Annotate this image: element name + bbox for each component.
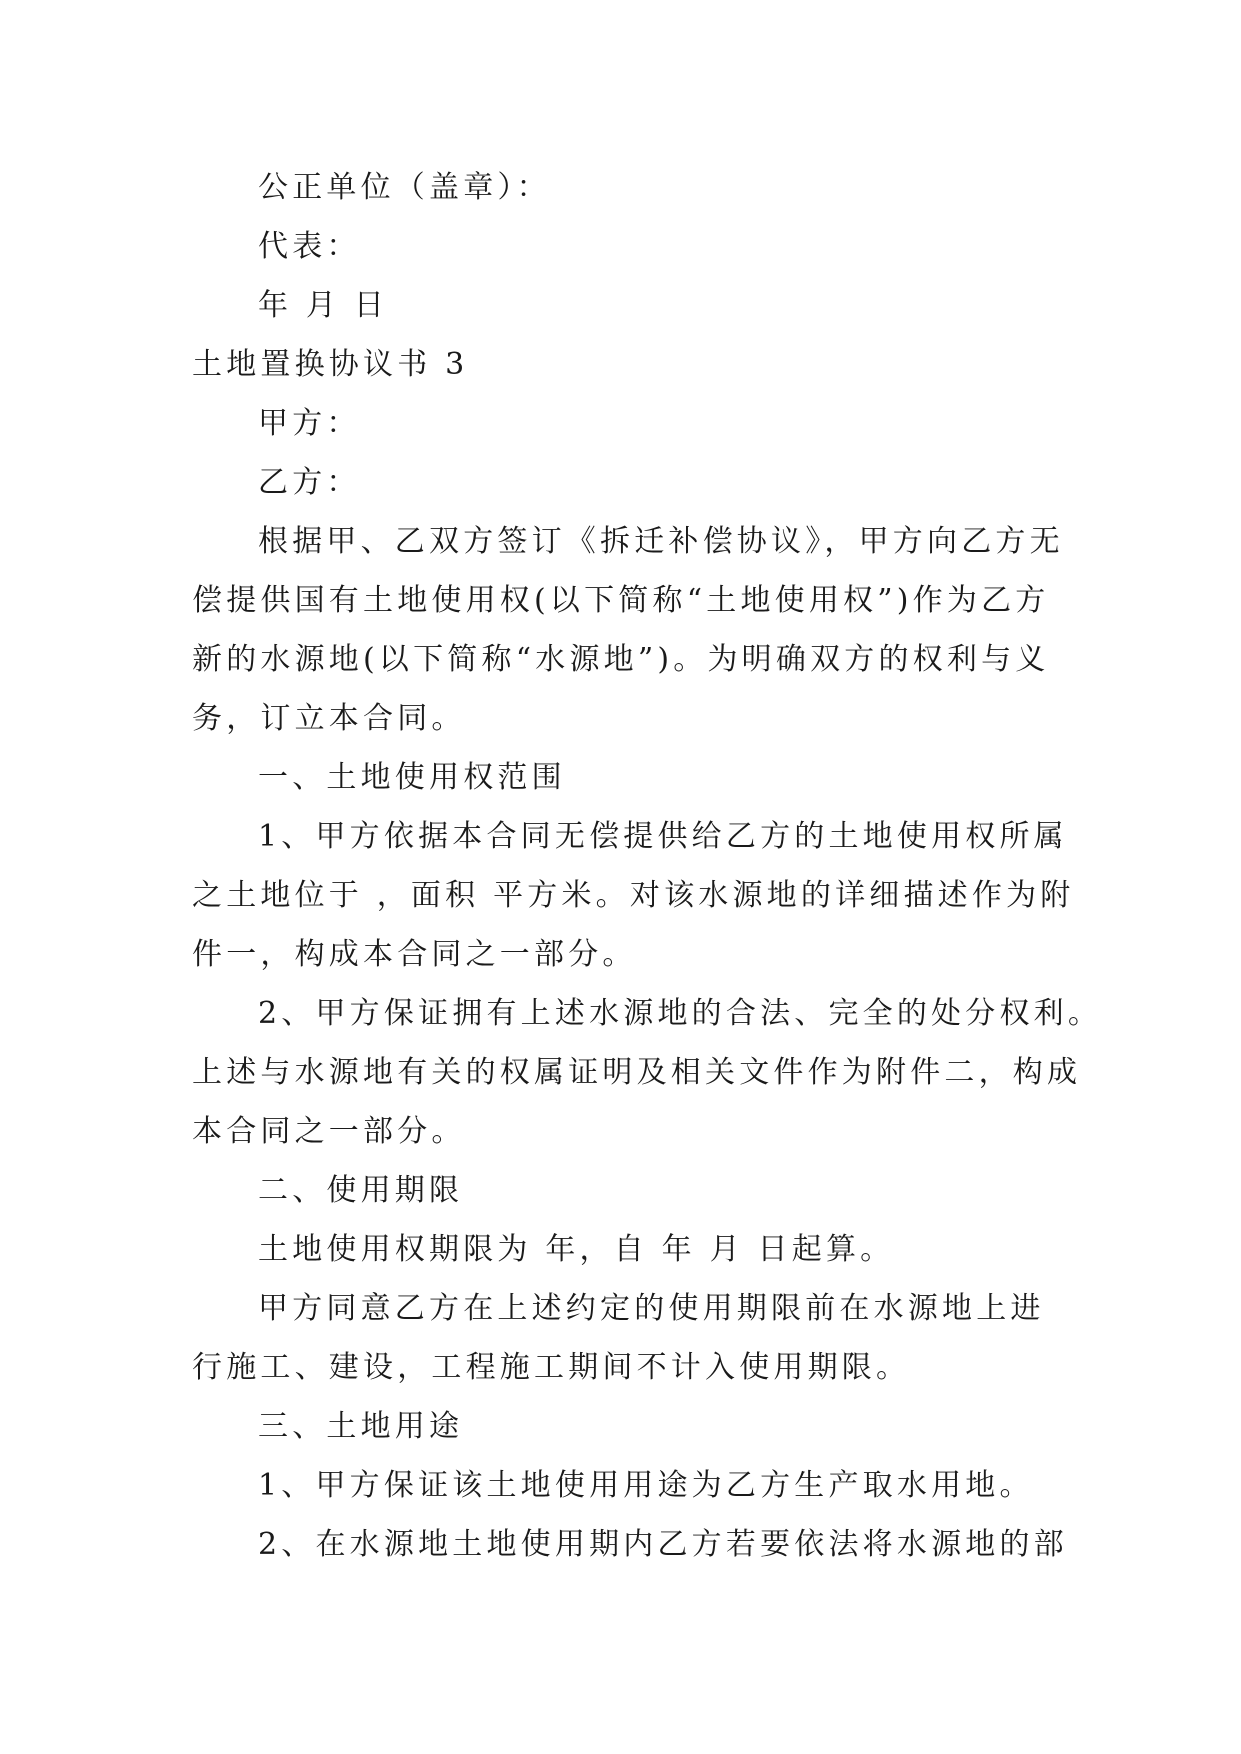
party-b-line: 乙方： [258,465,361,500]
date-line: 年 月 日 [258,288,389,323]
paragraph-line: 件一，构成本合同之一部分。 [192,937,637,972]
document-title: 土地置换协议书 3 [192,347,469,382]
paragraph-line: 务，订立本合同。 [192,701,466,736]
document-body [192,158,1103,1574]
paragraph-line: 本合同之一部分。 [192,1114,466,1149]
paragraph-line: 1、甲方依据本合同无偿提供给乙方的土地使用权所属 [258,819,1068,854]
paragraph-line: 行施工、建设，工程施工期间不计入使用期限。 [192,1350,911,1385]
section-heading: 三、土地用途 [258,1409,464,1444]
paragraph-line: 2、在水源地土地使用期内乙方若要依法将水源地的部 [258,1527,1068,1562]
representative-line: 代表： [258,229,361,264]
paragraph-line: 根据甲、乙双方签订《拆迁补偿协议》，甲方向乙方无 [258,524,1064,559]
notary-seal-line: 公正单位（盖章）： [258,170,551,205]
paragraph-line: 新的水源地(以下简称“水源地”)。为明确双方的权利与义 [192,642,1050,677]
paragraph-line: 1、甲方保证该土地使用用途为乙方生产取水用地。 [258,1468,1034,1503]
party-a-line: 甲方： [258,406,361,441]
section-heading: 二、使用期限 [258,1173,464,1208]
section-heading: 一、土地使用权范围 [258,760,566,795]
paragraph-line: 2、甲方保证拥有上述水源地的合法、完全的处分权利。 [258,996,1103,1031]
paragraph-line: 土地使用权期限为 年，自 年 月 日起算。 [258,1232,895,1267]
paragraph-line: 之土地位于 ，面积 平方米。对该水源地的详细描述作为附 [192,878,1075,913]
paragraph-line: 甲方同意乙方在上述约定的使用期限前在水源地上进 [258,1291,1045,1326]
paragraph-line: 偿提供国有土地使用权(以下简称“土地使用权”)作为乙方 [192,583,1050,618]
paragraph-line: 上述与水源地有关的权属证明及相关文件作为附件二，构成 [192,1055,1082,1090]
